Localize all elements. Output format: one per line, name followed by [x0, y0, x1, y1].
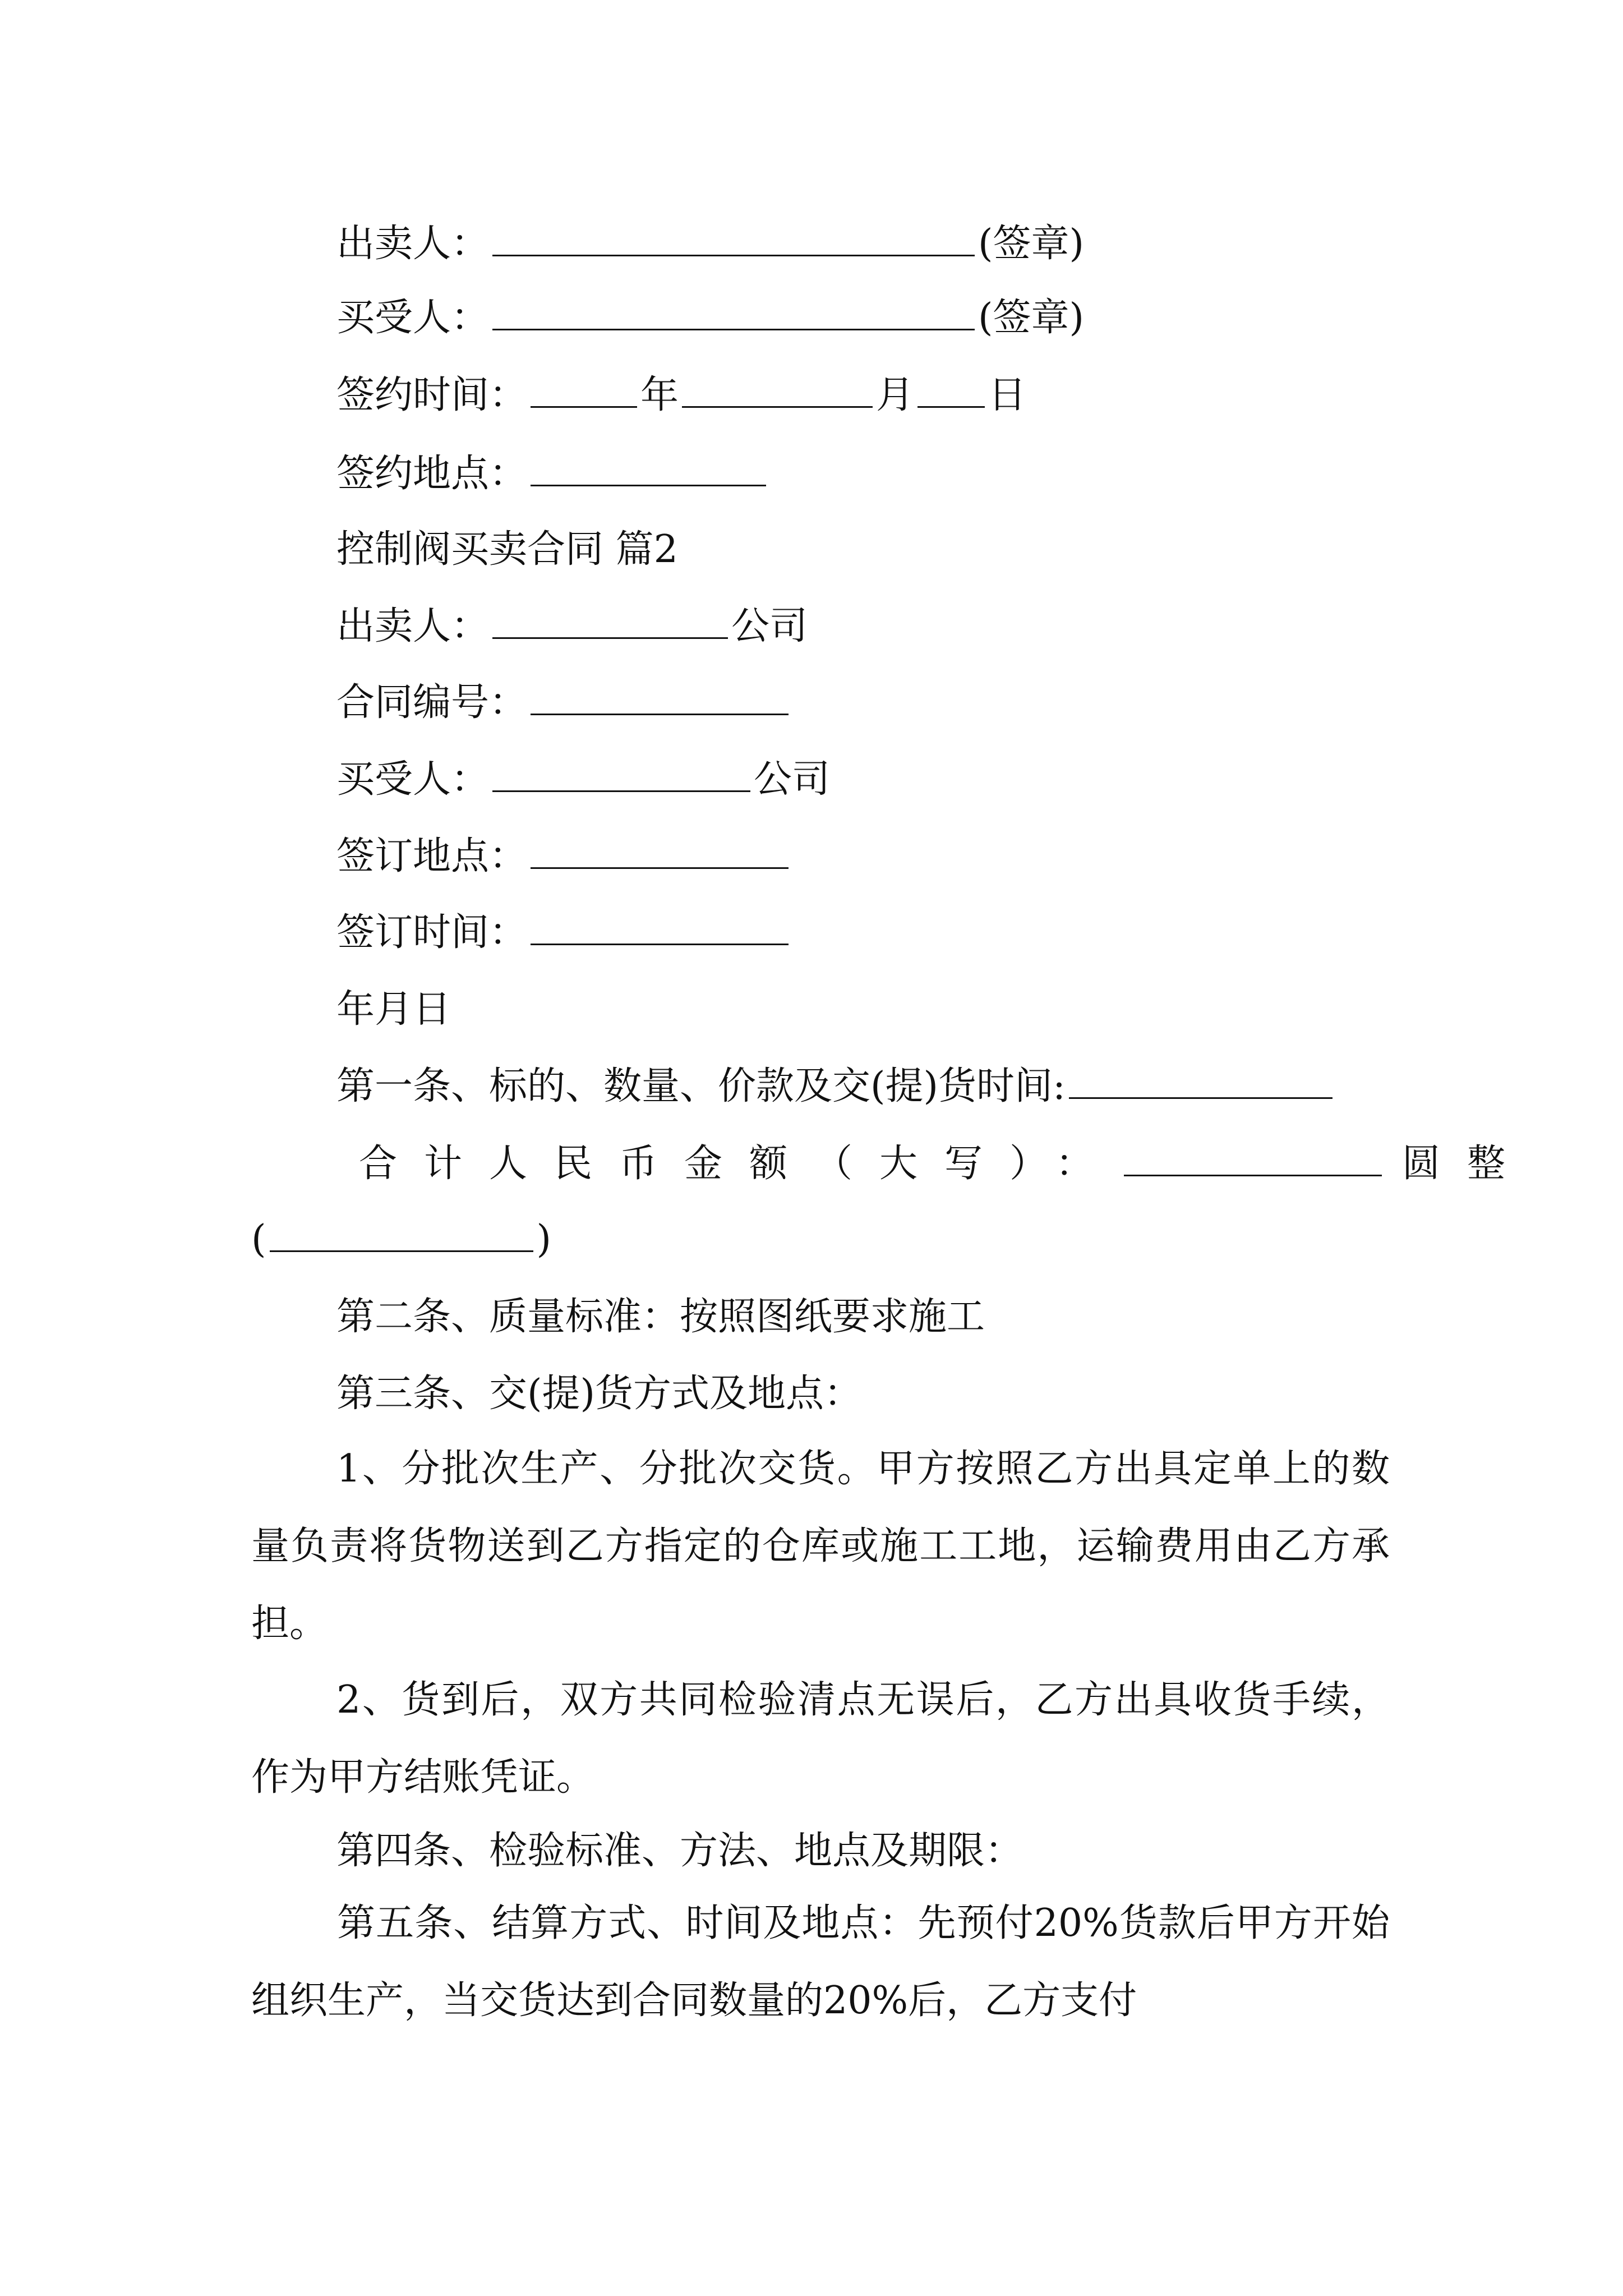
section-title — [336, 519, 678, 581]
buyer-seal-note: (签章) — [978, 296, 1085, 340]
c2-seller-blank — [492, 605, 728, 639]
article-5-text: 第五条、结算方式、时间及地点：先预付20%货款后甲方开始组织生产，当交货达到合同数量的20%后，乙方支付 — [251, 1901, 1390, 2023]
article-1-line — [336, 1056, 1336, 1117]
clause-1 — [251, 1430, 1390, 1663]
article-4-line — [336, 1820, 1023, 1882]
total-amount-blank — [1124, 1142, 1382, 1176]
c2-buyer-line — [336, 749, 830, 811]
date-text: 年月日 — [336, 987, 451, 1032]
clause-1-text: 1、分批次生产、分批次交货。甲方按照乙方出具定单上的数量负责将货物送到乙方指定的仓库或施工工地，运输费用由乙方承担。 — [251, 1447, 1390, 1646]
buyer-blank — [492, 296, 975, 330]
article-1: 第一条、标的、数量、价款及交(提)货时间: — [336, 1064, 1066, 1108]
day-blank — [917, 374, 985, 408]
sign-time-line — [336, 365, 1026, 426]
article-4: 第四条、检验标准、方法、地点及期限： — [336, 1829, 1023, 1873]
article-2-line — [336, 1286, 985, 1348]
c2-buyer-blank — [492, 758, 750, 792]
article-3: 第三条、交(提)货方式及地点： — [336, 1372, 863, 1416]
article-3-line — [336, 1363, 862, 1425]
contract-no-line — [336, 672, 792, 734]
seller-label: 出卖人： — [336, 222, 490, 266]
month-unit: 月 — [876, 373, 915, 417]
contract-no-blank — [531, 681, 789, 715]
year-blank — [531, 374, 637, 408]
c2-buyer-suffix: 公司 — [754, 757, 831, 802]
seller-seal-note: (签章) — [978, 222, 1085, 266]
c2-seller-line — [336, 596, 808, 657]
c2-sign-place-line — [336, 826, 792, 887]
c2-sign-time-blank — [531, 911, 789, 945]
seller-blank — [492, 222, 975, 256]
month-blank — [682, 374, 873, 408]
c2-sign-time-line — [336, 902, 792, 964]
paren-open: ( — [251, 1217, 266, 1262]
sign-place-blank — [531, 452, 766, 486]
c2-buyer-label: 买受人： — [336, 757, 490, 802]
c2-sign-place-label: 签订地点： — [336, 834, 528, 878]
contract-title: 控制阀买卖合同 篇2 — [336, 527, 678, 572]
sign-place-label: 签约地点： — [336, 452, 528, 496]
total-amount-label: 合计人民币金额（大写）： — [359, 1142, 1121, 1186]
day-unit: 日 — [988, 373, 1027, 417]
paren-close: ) — [536, 1217, 552, 1262]
sign-time-label: 签约时间： — [336, 373, 528, 417]
total-amount-line — [359, 1133, 1532, 1195]
seller-signature-line — [336, 213, 1084, 275]
sign-place-line — [336, 443, 769, 505]
contract-no-label: 合同编号： — [336, 680, 528, 725]
article-1-blank — [1069, 1065, 1332, 1099]
clause-2-text: 2、货到后，双方共同检验清点无误后，乙方出具收货手续，作为甲方结账凭证。 — [251, 1678, 1390, 1800]
buyer-signature-line — [336, 287, 1084, 349]
amount-figures-line — [251, 1209, 551, 1271]
year-unit: 年 — [640, 373, 679, 417]
total-amount-suffix: 圆整 — [1402, 1142, 1533, 1186]
buyer-label: 买受人： — [336, 296, 490, 340]
c2-seller-suffix: 公司 — [731, 604, 808, 648]
c2-sign-place-blank — [531, 835, 789, 869]
article-5 — [251, 1885, 1390, 2040]
date-line — [336, 979, 451, 1041]
c2-sign-time-label: 签订时间： — [336, 910, 528, 955]
clause-2 — [251, 1662, 1390, 1816]
c2-seller-label: 出卖人： — [336, 604, 490, 648]
amount-figures-blank — [270, 1218, 533, 1252]
article-2: 第二条、质量标准：按照图纸要求施工 — [336, 1295, 985, 1339]
